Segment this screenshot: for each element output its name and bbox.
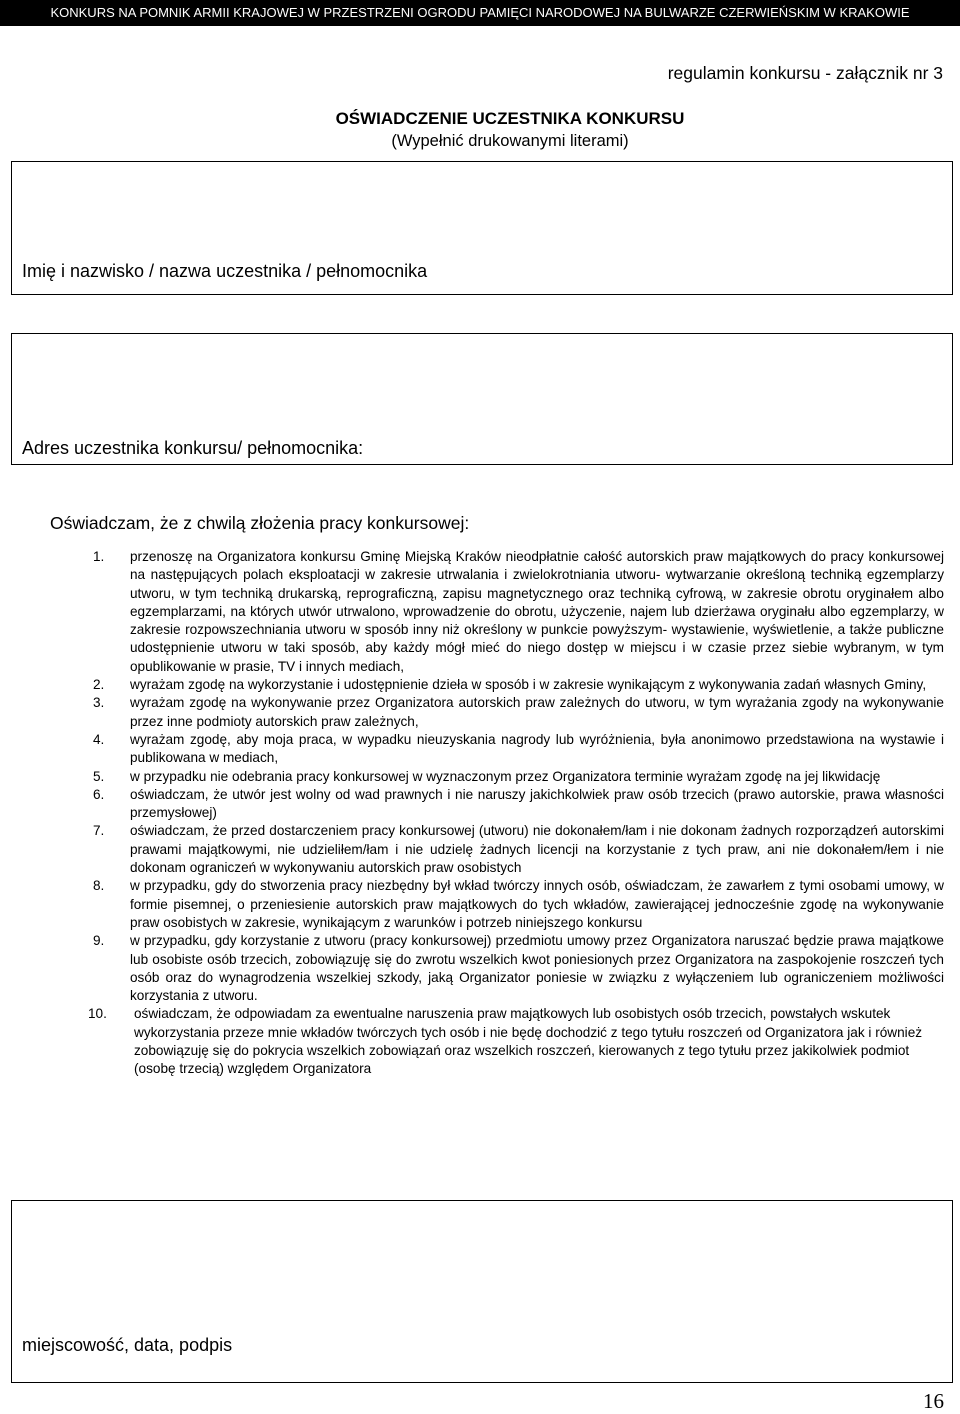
- list-item: [0, 694, 960, 731]
- list-item: [0, 786, 960, 823]
- address-field-box[interactable]: [11, 333, 953, 465]
- document-title: OŚWIADCZENIE UCZESTNIKA KONKURSU: [335, 109, 685, 128]
- list-item-number: 8.: [93, 878, 105, 894]
- list-item-text: wyrażam zgodę na wykonywanie przez Organizatora autorskich praw zależnych do utworu, w tym wyrażania zgody na wykonywanie przez inne podmioty autorskich praw zależnych,: [130, 695, 944, 729]
- list-item-number: 5.: [93, 768, 105, 784]
- declaration-intro: Oświadczam, że z chwilą złożenia pracy konkursowej:: [50, 513, 470, 533]
- document-subtitle: (Wypełnić drukowanymi literami): [391, 132, 629, 150]
- list-item-text: w przypadku, gdy korzystanie z utworu (pracy konkursowej) przedmiotu umowy przez Organizatora naruszać będzie prawa majątkowe lub osobiste osób trzecich, zobowiązuję się do zwrotu wszelkich kwot poniesionych przez Organizatora na zaspokojenie roszczeń tych osób oraz do wynagrodzenia wszelkiej szkody, jaką Organizator poniesie w związku z wyłączeniem lub ograniczeniem możliwości korzystania z utworu.: [130, 933, 944, 1004]
- list-item-number: 6.: [93, 786, 105, 802]
- signature-field-label: miejscowość, data, podpis: [22, 1335, 233, 1355]
- list-item-text: w przypadku, gdy do stworzenia pracy niezbędny był wkład twórczy innych osób, oświadczam, że zawarłem z tymi osobami umowy, w formie pisemnej, o przeniesienie autorskich praw majątkowych do tych wkładów, zawierającej jednocześnie zgodę na wykonywanie praw osobistych w zakresie, wynikającym z warunków i potrzeb niniejszego konkursu: [130, 878, 944, 930]
- list-item-number: 10.: [88, 1006, 107, 1022]
- document-header-banner: KONKURS NA POMNIK ARMII KRAJOWEJ W PRZESTRZENI OGRODU PAMIĘCI NARODOWEJ NA BULWARZE CZERWIEŃSKIM W KRAKOWIE: [0, 0, 960, 26]
- annex-label: regulamin konkursu - załącznik nr 3: [667, 63, 943, 83]
- list-item-number: 9.: [93, 933, 105, 949]
- list-item: [0, 822, 960, 877]
- name-field-box[interactable]: [11, 161, 953, 295]
- list-item: [0, 768, 960, 786]
- list-item-text: oświadczam, że odpowiadam za ewentualne naruszenia praw majątkowych lub osobistych osób trzecich, powstałych wskutek wykorzystania przeze mnie wkładów twórczych tych osób i nie będę dochodzić z tego tytułu roszczeń od Organizatora jak i również zobowiązuję się do pokrycia wszelkich zobowiązań oraz wszelkich roszczeń, kierowanych z tego tytułu przez jakikolwiek podmiot (osobę trzecią) względem Organizatora: [134, 1006, 923, 1077]
- list-item-text: wyrażam zgodę, aby moja praca, w wypadku nieuzyskania nagrody lub wyróżnienia, była anonimowo przedstawiona na wystawie i publikowana w mediach,: [130, 731, 944, 766]
- list-item-text: przenoszę na Organizatora konkursu Gminę Miejską Kraków nieodpłatnie całość autorskich praw majątkowych do pracy konkursowej na następujących polach eksploatacji w zakresie utrwalania i zwielokrotniania utworu- wytwarzanie określoną techniką egzemplarzy utworu, w tym techniką drukarską, reprograficzną, zapisu magnetycznego oraz techniką cyfrową, w zakresie obrotu oryginałem albo egzemplarzami, na których utwór utrwalono, wprowadzenie do obrotu, użyczenie, najem lub dzierżawa oryginału albo egzemplarzy, w zakresie rozpowszechniania utworu w sposób inny niż określony w punkcie powyższym- wystawienie, wyświetlenie, a także publiczne udostępnienie utworu w taki sposób, aby każdy mógł mieć do niego dostęp w miejscu i w czasie przez siebie wybranym, w tym opublikowanie w prasie, TV i innych mediach,: [130, 549, 944, 674]
- list-item: [0, 676, 960, 694]
- signature-field-box[interactable]: [11, 1200, 953, 1383]
- list-item: [0, 548, 960, 676]
- list-item: [0, 932, 960, 1005]
- list-item-number: 7.: [93, 823, 105, 839]
- address-field-label: Adres uczestnika konkursu/ pełnomocnika:: [22, 438, 364, 458]
- list-item: [0, 877, 960, 932]
- page-number: 16: [923, 1389, 944, 1413]
- list-item-text: oświadczam, że utwór jest wolny od wad prawnych i nie naruszy jakichkolwiek praw osób trzecich (prawo autorskie, prawa własności przemysłowej): [130, 786, 944, 821]
- name-field-label: Imię i nazwisko / nazwa uczestnika / pełnomocnika: [22, 261, 428, 281]
- list-item: [0, 1005, 960, 1078]
- list-item-text: w przypadku nie odebrania pracy konkursowej w wyznaczonym przez Organizatora terminie wyrażam zgodę na jej likwidację: [130, 768, 881, 784]
- list-item-text: wyrażam zgodę na wykorzystanie i udostępnienie dzieła w sposób i w zakresie wynikającym z wykonywania zadań własnych Gminy,: [130, 677, 927, 693]
- list-item: [0, 731, 960, 768]
- list-item-number: 4.: [93, 731, 105, 747]
- list-item-text: oświadczam, że przed dostarczeniem pracy konkursowej (utworu) nie dokonałem/łam i nie dokonam żadnych rozporządzeń autorskimi prawami majątkowymi, nie udzieliłem/łam i nie udzielę żadnych licencji na korzystanie z tych praw, ani nie dokonałem/łem i nie dokonam ograniczeń w wykonywaniu autorskich praw osobistych: [130, 823, 944, 876]
- list-item-number: 3.: [93, 695, 105, 711]
- list-item-number: 2.: [93, 677, 105, 693]
- list-item-number: 1.: [93, 549, 105, 564]
- declaration-list: [0, 548, 960, 1079]
